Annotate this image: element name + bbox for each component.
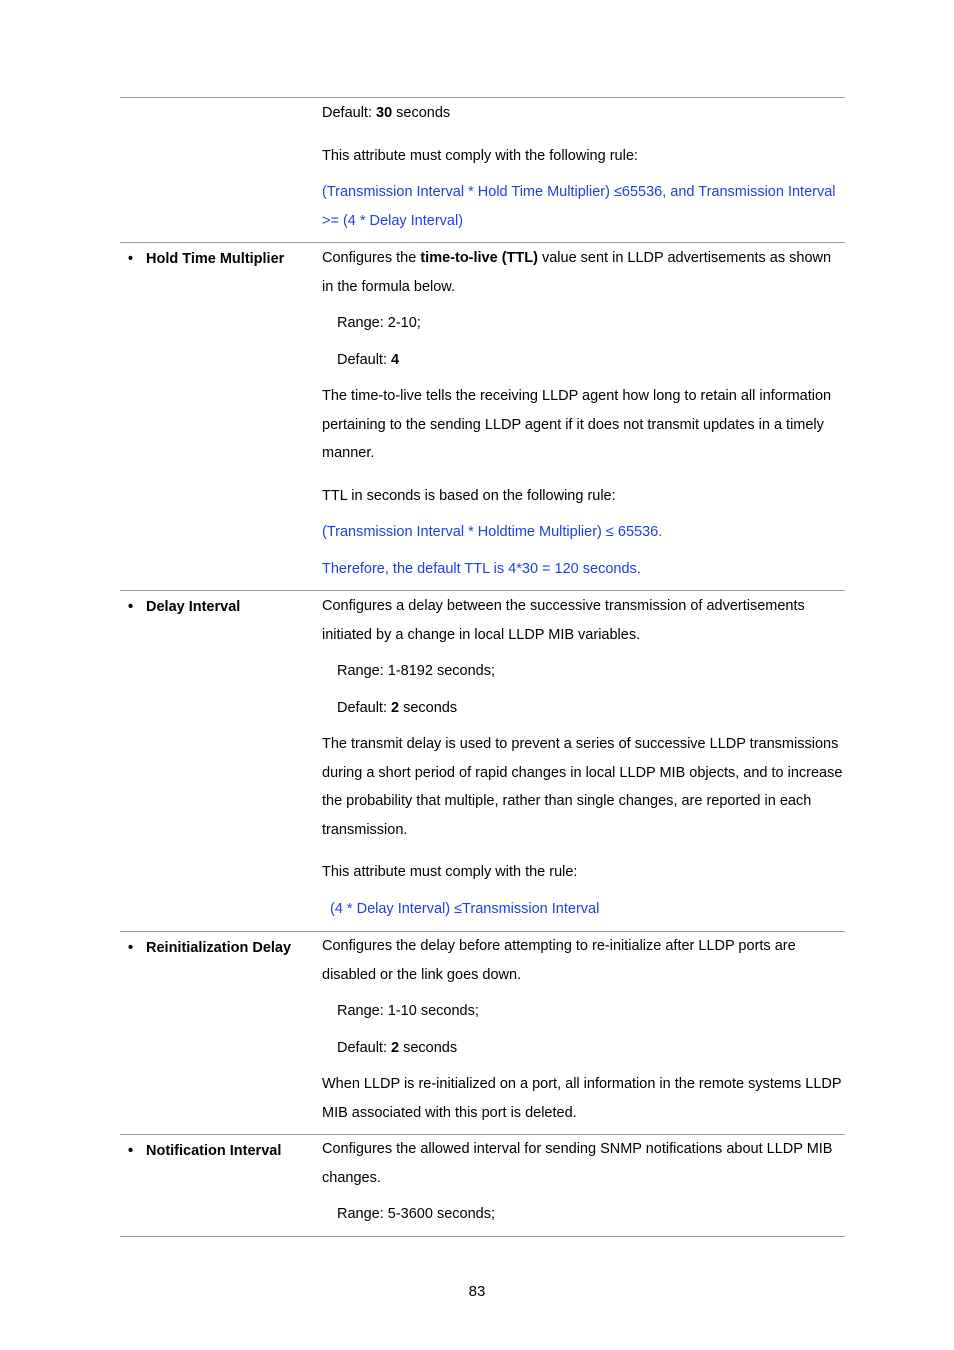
parameter-table [120,97,845,1237]
rule-text: >= (4 * Delay Interval) [322,212,464,229]
range-line: Range: 1-8192 seconds; [337,663,495,679]
desc-text: pertaining to the sending LLDP agent if it does not transmit updates in a timely [322,416,824,433]
param-name-reinitialization-delay: • Reinitialization Delay [128,940,292,956]
param-cell [120,1135,322,1236]
param-name-delay-interval: • Delay Interval [128,599,241,615]
bullet-icon: • [128,599,134,615]
default-line: Default: 2 seconds [337,699,458,716]
rule-intro: This attribute must comply with the following rule: [322,147,638,164]
range-line: Range: 2-10; [337,315,421,331]
desc-text: The transmit delay is used to prevent a series of successive LLDP transmissions [322,736,839,752]
desc-text: The time-to-live tells the receiving LLDP agent how long to retain all information [322,388,832,404]
desc-text: disabled or the link goes down. [322,966,522,983]
rule-text: (Transmission Interval * Holdtime Multiplier) ≤ 65536. [322,524,663,540]
desc-text: When LLDP is re-initialized on a port, all information in the remote systems LLDP [322,1076,842,1092]
param-cell [120,932,322,1134]
param-cell [120,243,322,590]
rule-text: (4 * Delay Interval) ≤Transmission Interval [330,900,600,917]
desc-cell [322,98,845,242]
range-line: Range: 5-3600 seconds; [337,1206,495,1222]
desc-cell [322,591,845,931]
desc-text: initiated by a change in local LLDP MIB variables. [322,626,641,643]
desc-cell [322,932,845,1134]
default-line: Default: 2 seconds [337,1039,458,1056]
bullet-icon: • [128,1143,134,1159]
table-row [120,591,845,932]
rule-intro: TTL in seconds is based on the following rule: [322,487,616,504]
desc-text: in the formula below. [322,278,455,295]
desc-text: Configures the delay before attempting to re-initialize after LLDP ports are [322,938,796,954]
range-line: Range: 1-10 seconds; [337,1003,479,1019]
default-line: Default: 4 [337,351,400,368]
desc-text: MIB associated with this port is deleted. [322,1104,577,1121]
desc-text: during a short period of rapid changes in local LLDP MIB objects, and to increase [322,764,843,781]
desc-text: the probability that multiple, rather than single changes, are reported in each [322,793,812,809]
param-name-notification-interval: • Notification Interval [128,1143,282,1159]
desc-text: manner. [322,445,375,461]
page-number: 83 [468,1283,486,1300]
desc-text: changes. [322,1169,381,1186]
table-row [120,98,845,243]
default-line: Default: 30 seconds [322,105,451,121]
param-name-hold-time-multiplier: • Hold Time Multiplier [128,251,285,267]
rule-intro: This attribute must comply with the rule: [322,864,578,880]
table-row [120,932,845,1135]
desc-text: transmission. [322,821,408,838]
desc-text: Configures the allowed interval for sending SNMP notifications about LLDP MIB [322,1141,833,1157]
bullet-icon: • [128,940,134,956]
desc-cell [322,243,845,590]
rule-text: (Transmission Interval * Hold Time Multiplier) ≤65536, and Transmission Interval [322,184,836,200]
table-row [120,243,845,591]
desc-cell [322,1135,845,1236]
param-cell [120,591,322,931]
bullet-icon: • [128,251,134,267]
param-cell [120,98,322,242]
desc-text: Configures the time-to-live (TTL) value sent in LLDP advertisements as shown [322,250,832,266]
rule-text: Therefore, the default TTL is 4*30 = 120 seconds. [322,560,641,577]
desc-text: Configures a delay between the successive transmission of advertisements [322,598,805,614]
table-row [120,1135,845,1237]
